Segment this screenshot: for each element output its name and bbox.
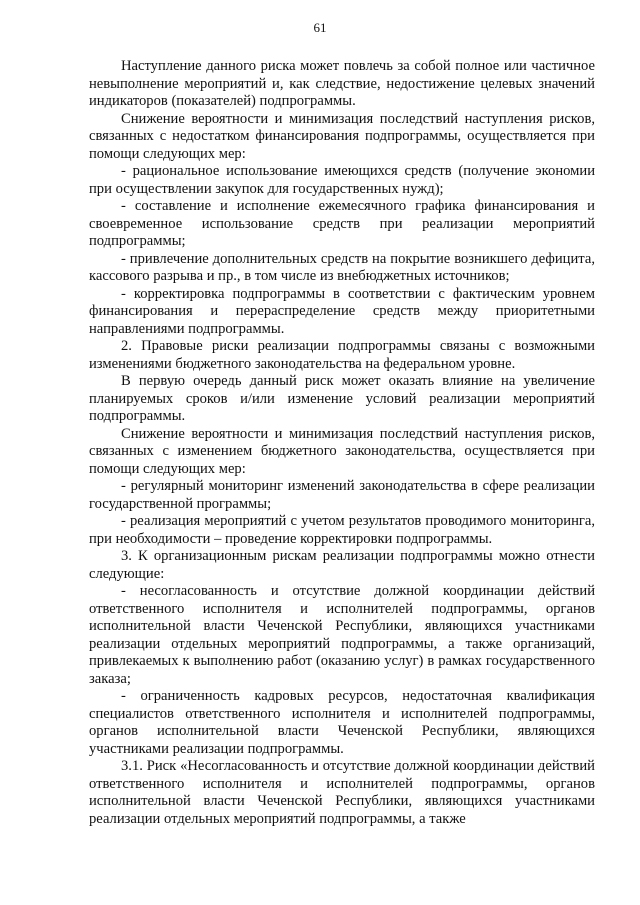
list-item: - реализация мероприятий с учетом результатов проводимого мониторинга, при необходимости – проведение корректировки подпрограммы.	[89, 513, 595, 547]
list-item: - рациональное использование имеющихся средств (получение экономии при осуществлении закупок для государственных нужд);	[89, 163, 595, 197]
list-item: - несогласованность и отсутствие должной координации действий ответственного исполнителя и исполнителей подпрограммы, органов исполнительной власти Чеченской Республики, являющихся участниками реализации отдельных мероприятий подпрограммы, а также организаций, привлекаемых к выполнению работ (оказанию услуг) в рамках государственного заказа;	[89, 583, 595, 687]
page-number: 61	[313, 20, 327, 35]
paragraph: Снижение вероятности и минимизация последствий наступления рисков, связанных с недостатком финансирования подпрограммы, осуществляется при помощи следующих мер:	[89, 110, 595, 162]
paragraph: Наступление данного риска может повлечь за собой полное или частичное невыполнение мероприятий и, как следствие, недостижение целевых значений индикаторов (показателей) подпрограммы.	[89, 58, 595, 109]
list-item: - составление и исполнение ежемесячного графика финансирования и своевременное использование средств при реализации мероприятий подпрограммы;	[89, 198, 595, 249]
paragraph: Снижение вероятности и минимизация последствий наступления рисков, связанных с изменением бюджетного законодательства, осуществляется при помощи следующих мер:	[89, 425, 595, 477]
paragraph: 3. К организационным рискам реализации подпрограммы можно отнести следующие:	[89, 548, 595, 582]
page-content	[89, 58, 595, 828]
list-item: - корректировка подпрограммы в соответствии с фактическим уровнем финансирования и перераспределение средств между приоритетными направлениями подпрограммы.	[89, 285, 595, 337]
list-item: - ограниченность кадровых ресурсов, недостаточная квалификация специалистов ответственного исполнителя и исполнителей подпрограммы, органов исполнительной власти Чеченской Республики, являющихся участниками реализации подпрограммы.	[89, 688, 595, 757]
paragraph: В первую очередь данный риск может оказать влияние на увеличение планируемых сроков и/или изменение условий реализации мероприятий подпрограммы.	[89, 373, 595, 424]
paragraph: 3.1. Риск «Несогласованность и отсутствие должной координации действий ответственного исполнителя и исполнителей подпрограммы, органов исполнительной власти Чеченской Республики, являющихся участниками реализации отдельных мероприятий подпрограммы, а также	[89, 758, 595, 827]
list-item: - привлечение дополнительных средств на покрытие возникшего дефицита, кассового разрыва и пр., в том числе из внебюджетных источников;	[89, 250, 595, 284]
paragraph: 2. Правовые риски реализации подпрограммы связаны с возможными изменениями бюджетного законодательства на федеральном уровне.	[89, 338, 595, 372]
list-item: - регулярный мониторинг изменений законодательства в сфере реализации государственной программы;	[89, 478, 595, 512]
